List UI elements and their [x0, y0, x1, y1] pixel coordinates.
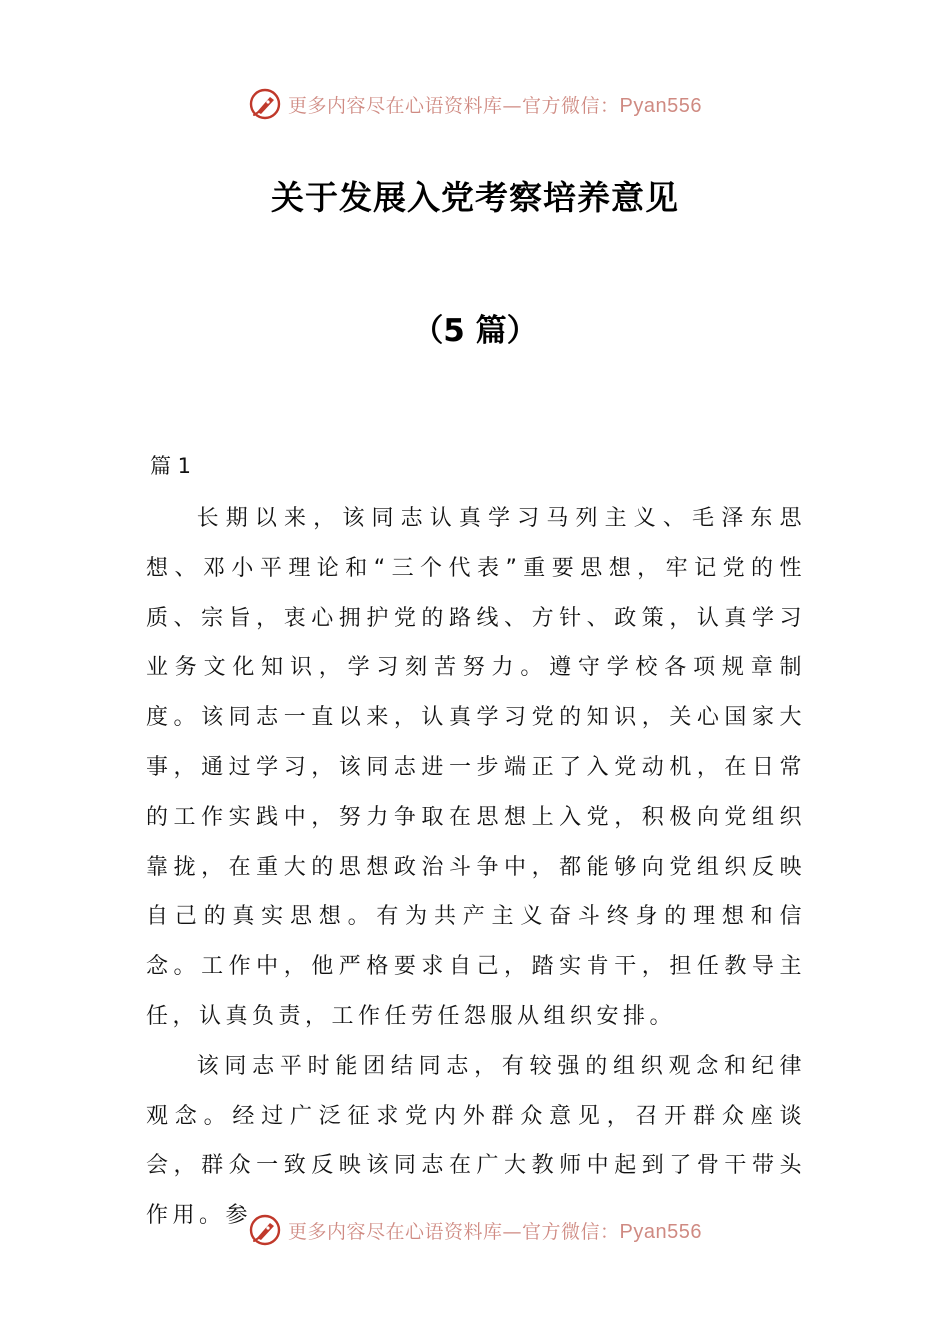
watermark-label: 更多内容尽在心语资料库—官方微信： — [288, 94, 620, 117]
watermark-wechat-id: Pyan556 — [619, 94, 702, 117]
document-body — [146, 494, 806, 1241]
paragraph-2: 该同志平时能团结同志，有较强的组织观念和纪律观念。经过广泛征求党内外群众意见，召开群众座谈会，群众一致反映该同志在广大教师中起到了骨干带头作用。参 — [146, 1053, 806, 1229]
pen-nib-logo-icon — [248, 1213, 282, 1247]
watermark-label: 更多内容尽在心语资料库—官方微信： — [288, 1220, 620, 1243]
footer-watermark — [0, 1210, 950, 1250]
pen-nib-logo-icon — [248, 87, 282, 121]
watermark-text — [288, 91, 702, 118]
watermark-wechat-id: Pyan556 — [619, 1220, 702, 1243]
paragraph-1: 长期以来，该同志认真学习马列主义、毛泽东思想、邓小平理论和“三个代表”重要思想，牢记党的性质、宗旨，衷心拥护党的路线、方针、政策，认真学习业务文化知识，学习刻苦努力。遵守学校各项规章制度。该同志一直以来，认真学习党的知识，关心国家大事，通过学习，该同志进一步端正了入党动机，在日常的工作实践中，努力争取在思想上入党，积极向党组织靠拢，在重大的思想政治斗争中，都能够向党组织反映自己的真实思想。有为共产主义奋斗终身的理想和信念。工作中，他严格要求自己，踏实肯干，担任教导主任，认真负责，工作任劳任怨服从组织安排。 — [146, 506, 806, 1029]
section-label: 篇 1 — [150, 454, 192, 478]
document-subtitle: （5 篇） — [412, 313, 538, 349]
document-title: 关于发展入党考察培养意见 — [271, 178, 679, 217]
header-watermark — [0, 84, 950, 124]
watermark-text — [288, 1217, 702, 1244]
